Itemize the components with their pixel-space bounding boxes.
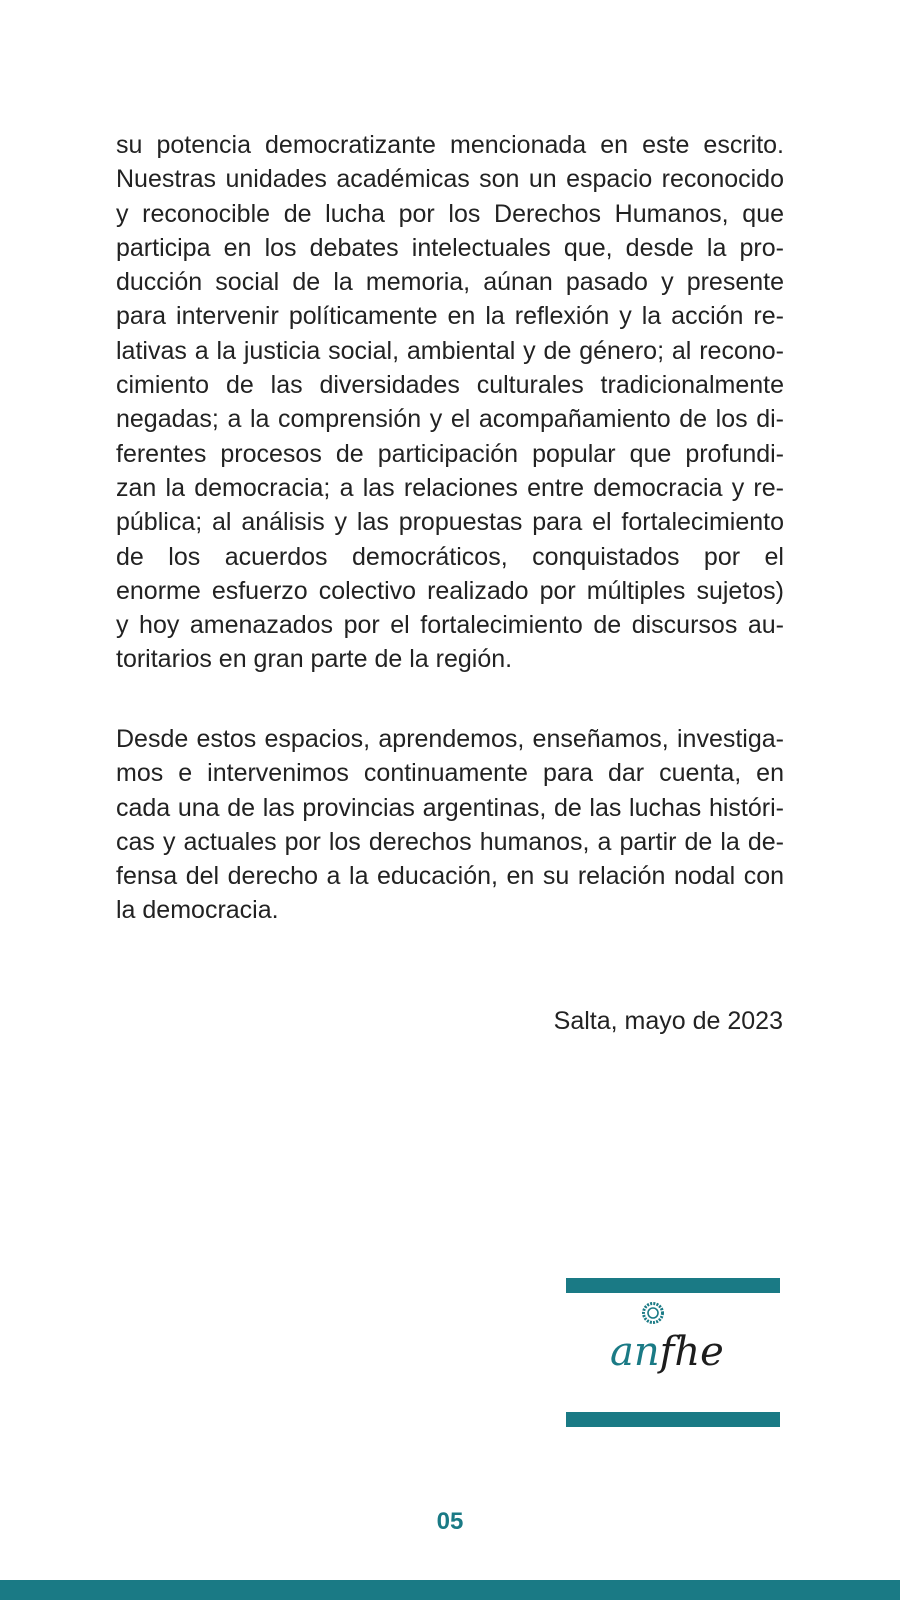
- text-line: negadas; a la comprensión y el acompañamiento de los di-: [116, 405, 784, 434]
- text-line: lativas a la justicia social, ambiental y de género; al recono-: [116, 336, 784, 365]
- text-line: y reconocible de lucha por los Derechos Humanos, que: [116, 199, 784, 228]
- text-line: fensa del derecho a la educación, en su relación nodal con: [116, 862, 784, 891]
- text-line: cimiento de las diversidades culturales tradicionalmente: [116, 371, 784, 400]
- text-line: Desde estos espacios, aprendemos, enseñamos, investiga-: [116, 725, 784, 753]
- text-line: su potencia democratizante mencionada en este escrito.: [116, 131, 784, 159]
- body-paragraph-2: [116, 722, 784, 928]
- text-line: para intervenir políticamente en la reflexión y la acción re-: [116, 302, 784, 331]
- text-line: y hoy amenazados por el fortalecimiento de discursos au-: [116, 611, 784, 640]
- text-line: participa en los debates intelectuales que, desde la pro-: [116, 233, 784, 262]
- body-paragraph-1: [116, 128, 784, 677]
- text-line: cas y actuales por los derechos humanos, a partir de la de-: [116, 827, 784, 856]
- logo-wordmark: [610, 1328, 724, 1376]
- text-line: mos e intervenimos continuamente para dar cuenta, en: [116, 759, 784, 788]
- logo-bottom-bar: [566, 1412, 780, 1427]
- text-line: enorme esfuerzo colectivo realizado por múltiples sujetos): [116, 576, 784, 605]
- text-line: pública; al análisis y las propuestas para el fortalecimiento: [116, 508, 784, 537]
- text-line: ducción social de la memoria, aúnan pasado y presente: [116, 268, 784, 297]
- logo-top-bar: [566, 1278, 780, 1293]
- text-line: ferentes procesos de participación popular que profundi-: [116, 439, 784, 468]
- logo-text-an: an: [610, 1329, 660, 1375]
- text-line: toritarios en gran parte de la región.: [116, 645, 513, 674]
- text-line: de los acuerdos democráticos, conquistados por el: [116, 542, 784, 571]
- text-line: la democracia.: [116, 896, 279, 925]
- signature-place-date: Salta, mayo de 2023: [553, 1007, 783, 1035]
- footer-band: [0, 1580, 900, 1600]
- anfhe-logo: [566, 1278, 780, 1428]
- page-number: 05: [436, 1508, 464, 1535]
- text-line: Nuestras unidades académicas son un espacio reconocido: [116, 165, 784, 194]
- logo-text-fhe: fhe: [659, 1329, 724, 1375]
- text-line: zan la democracia; a las relaciones entre democracia y re-: [116, 473, 784, 502]
- sun-ring-icon: [641, 1301, 665, 1325]
- text-line: cada una de las provincias argentinas, de las luchas históri-: [116, 793, 784, 822]
